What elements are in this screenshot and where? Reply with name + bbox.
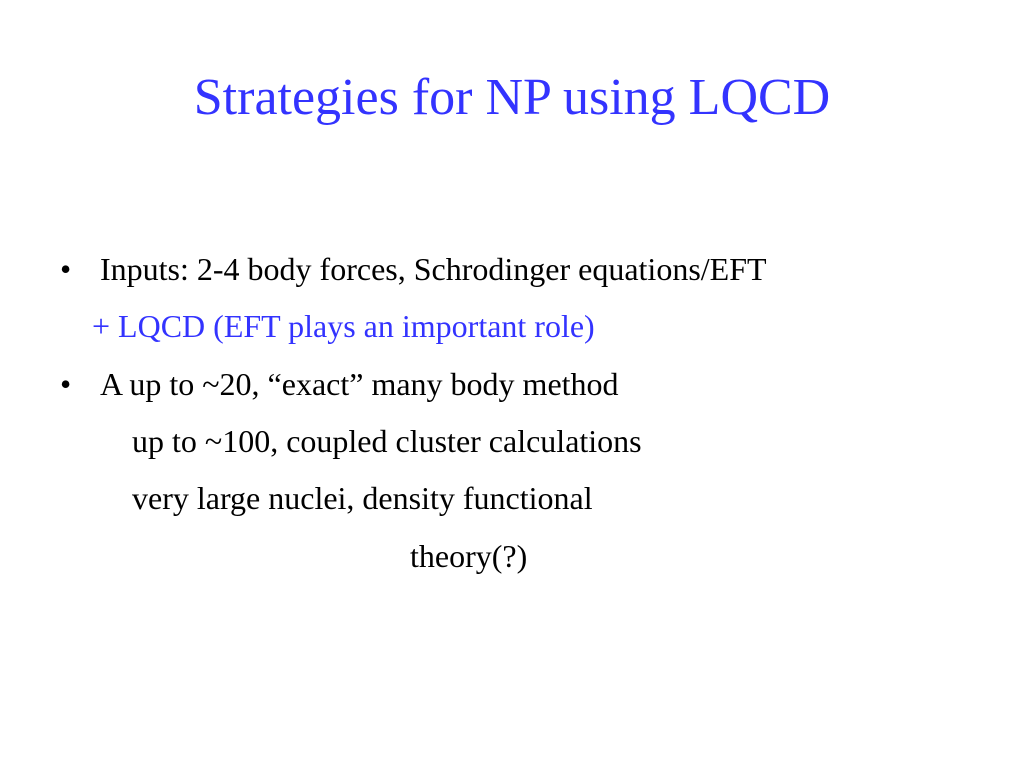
method-coupled-cluster: up to ~100, coupled cluster calculations: [132, 423, 642, 459]
bullet-inputs: Inputs: 2-4 body forces, Schrodinger equations/EFT: [100, 251, 767, 287]
bullet-marker: •: [60, 251, 72, 287]
lqcd-line: + LQCD (EFT plays an important role): [92, 308, 595, 344]
method-density-functional: very large nuclei, density functional: [132, 480, 593, 516]
method-density-functional-cont: theory(?): [410, 538, 528, 574]
bullet-marker: •: [60, 366, 72, 402]
slide-title: Strategies for NP using LQCD: [193, 69, 831, 126]
bullet-methods: A up to ~20, “exact” many body method: [100, 366, 619, 402]
